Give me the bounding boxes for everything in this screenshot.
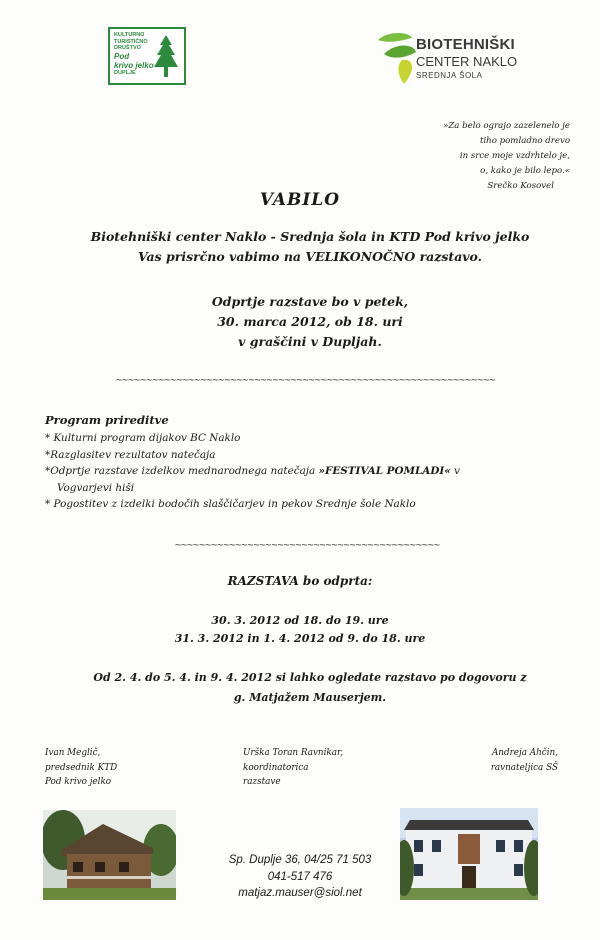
signature-role: predsednik KTD xyxy=(45,762,118,773)
ktd-logo-place: DUPLJE xyxy=(114,69,136,76)
tilde-divider: ~~~~~~~~~~~~~~~~~~~~~~~~~~~~~~~~~~~~~~~~~~~~~~~~~~~~~~~~~~~~~~~ xyxy=(116,375,496,386)
signature-role: razstave xyxy=(243,777,281,787)
exhibit-date: 31. 3. 2012 in 1. 4. 2012 od 9. do 18. ure xyxy=(174,632,426,645)
poem-quote xyxy=(420,119,570,194)
bc-logo-line2: CENTER NAKLO xyxy=(416,54,518,69)
contact-email[interactable]: matjaz.mauser@siol.net xyxy=(238,887,362,899)
wooden-house-photo xyxy=(43,810,176,900)
leaf-logo-icon xyxy=(374,30,418,86)
ktd-logo xyxy=(108,27,186,85)
exhibit-date: 30. 3. 2012 od 18. do 19. ure xyxy=(211,614,389,627)
ktd-logo-line: KULTURNO xyxy=(114,32,145,38)
signature-block xyxy=(45,746,155,790)
poem-line: »Za belo ograjo zazelenelo je xyxy=(443,121,570,131)
program-item: * Pogostitev z izdelki bodočih slaščičarjev in pekov Srednje šole Naklo xyxy=(45,498,416,510)
exhibit-agreement xyxy=(60,668,560,708)
bc-logo-line1: BIOTEHNIŠKI xyxy=(416,36,515,53)
program-item: *Odprtje razstave izdelkov mednarodnega natečaja »FESTIVAL POMLADI« v xyxy=(45,465,460,477)
opening-line: v graščini v Dupljah. xyxy=(238,334,382,349)
signature-name: Ivan Meglič, xyxy=(45,748,101,758)
signature-role: ravnateljica SŠ xyxy=(490,762,558,773)
signature-role: koordinatorica xyxy=(243,762,309,773)
exhibit-dates xyxy=(0,612,600,648)
poem-line: tiho pomladno drevo xyxy=(479,136,570,146)
program-title: Program prireditve xyxy=(45,413,169,427)
festival-name: »FESTIVAL POMLADI« xyxy=(318,465,451,477)
contact-info xyxy=(190,852,410,902)
intro-text xyxy=(40,227,580,267)
ktd-logo-line: TURISTIČNO xyxy=(114,38,148,45)
opening-info xyxy=(40,292,580,352)
bc-logo-line3: SREDNJA ŠOLA xyxy=(416,71,483,80)
opening-line: Odprtje razstave bo v petek, xyxy=(211,294,409,309)
poem-line: o, kako je bilo lepo.« xyxy=(480,166,570,176)
program-item-continuation: Vogvarjevi hiši xyxy=(57,481,135,494)
tilde-divider: ~~~~~~~~~~~~~~~~~~~~~~~~~~~~~~~~~~~~~~~~~~~~ xyxy=(175,540,440,551)
signature-name: Urška Toran Ravnikar, xyxy=(243,748,344,758)
opening-line: 30. marca 2012, ob 18. uri xyxy=(217,314,403,329)
signature-role: Pod krivo jelko xyxy=(45,777,112,787)
ktd-logo-line: DRUŠTVO xyxy=(114,45,141,51)
ktd-logo-name: krivo jelko xyxy=(114,60,154,70)
signature-block xyxy=(448,746,558,775)
contact-address: Sp. Duplje 36, 04/25 71 503 xyxy=(228,854,372,866)
intro-line: Biotehniški center Naklo - Srednja šola in KTD Pod krivo jelko xyxy=(90,229,530,244)
poem-author: Srečko Kosovel xyxy=(487,181,554,191)
pine-tree-icon xyxy=(152,33,180,81)
signature-name: Andreja Ahčin, xyxy=(491,748,558,758)
bc-naklo-logo xyxy=(374,30,524,90)
program-item: * Kulturni program dijakov BC Naklo xyxy=(45,432,241,444)
contact-phone: 041-517 476 xyxy=(267,870,333,883)
signature-block xyxy=(243,746,363,790)
exhibit-title: RAZSTAVA bo odprta: xyxy=(227,574,373,588)
document-title: VABILO xyxy=(259,190,341,210)
ktd-logo-name: Pod xyxy=(114,51,130,61)
program-list xyxy=(45,430,565,513)
manor-photo xyxy=(400,808,538,900)
program-item: *Razglasitev rezultatov natečaja xyxy=(45,448,216,461)
intro-line: Vas prisrčno vabimo na VELIKONOČNO razstavo. xyxy=(137,249,483,264)
agreement-line: g. Matjažem Mauserjem. xyxy=(233,691,387,704)
poem-line: in srce moje vzdrhtelo je, xyxy=(459,151,570,161)
agreement-line: Od 2. 4. do 5. 4. in 9. 4. 2012 si lahko ogledate razstavo po dogovoru z xyxy=(93,671,527,684)
